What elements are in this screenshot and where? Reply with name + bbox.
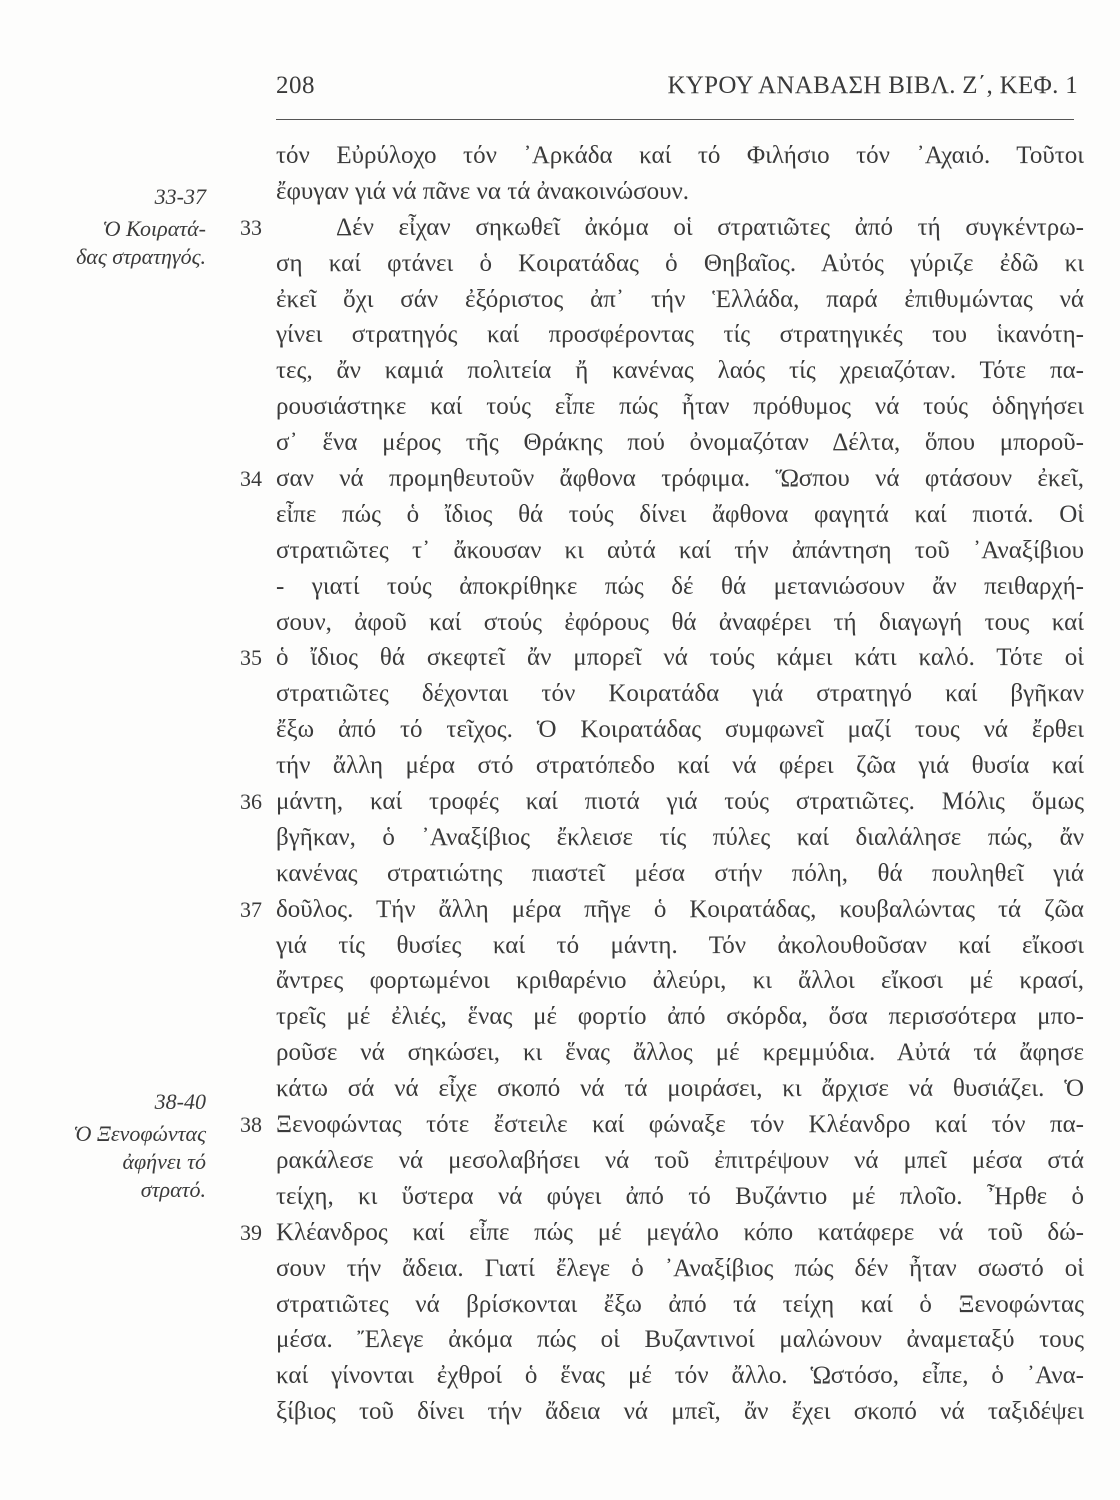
line-text: ρουσιάστηκε καί τούς εἶπε πώς ἦταν πρόθυμος νά τούς ὁδηγήσει (276, 393, 1084, 421)
text-line (276, 1071, 1084, 1107)
line-text: καί γίνονται ἐχθροί ὁ ἕνας μέ τόν ἄλλο. Ὡστόσο, εἶπε, ὁ ᾿Ανα- (276, 1362, 1084, 1390)
text-line (276, 1287, 1084, 1323)
running-title: ΚΥΡΟΥ ΑΝΑΒΑΣΗ ΒΙΒΛ. Ζ΄, ΚΕΦ. 1 (667, 72, 1078, 99)
line-text: σουν τήν ἄδεια. Γιατί ἔλεγε ὁ ᾿Αναξίβιος πώς δέν ἦταν σωστό οἱ (276, 1254, 1084, 1282)
text-line (276, 1143, 1084, 1179)
line-section-number: 36 (240, 789, 262, 815)
line-text: γιά τίς θυσίες καί τό μάντη. Τόν ἀκολουθοῦσαν καί εἴκοσι (276, 931, 1084, 959)
text-line (276, 748, 1084, 784)
text-line (276, 389, 1084, 425)
text-line (276, 712, 1084, 748)
text-line (276, 497, 1084, 533)
text-line (240, 1215, 1084, 1251)
margin-note-caption-line: Ὁ Ξενοφώντας (73, 1121, 206, 1146)
text-line (276, 928, 1084, 964)
line-text: ἐκεῖ ὄχι σάν ἐξόριστος ἀπ᾿ τήν Ἑλλάδα, παρά ἐπιθυμώντας νά (276, 285, 1084, 313)
line-text: ὁ ἴδιος θά σκεφτεῖ ἄν μπορεῖ νά τούς κάμει κάτι καλό. Τότε οἱ (276, 644, 1084, 672)
line-text: στρατιῶτες νά βρίσκονται ἔξω ἀπό τά τείχη καί ὁ Ξενοφώντας (276, 1290, 1084, 1318)
body-text (240, 138, 1084, 1430)
text-line (276, 820, 1084, 856)
line-text: στρατιῶτες τ᾿ ἄκουσαν κι αὐτά καί τήν ἀπάντηση τοῦ ᾿Αναξίβιου (276, 536, 1084, 564)
margin-note-caption-line: ἀφήνει τό (122, 1149, 206, 1174)
text-line (240, 784, 1084, 820)
margin-note-33-37 (76, 183, 206, 271)
line-text: ἄντρες φορτωμένοι κριθαρένιο ἀλεύρι, κι ἄλλοι εἴκοσι μέ κρασί, (276, 967, 1084, 995)
text-line (276, 1251, 1084, 1287)
text-line (276, 1394, 1084, 1430)
text-line (240, 640, 1084, 676)
line-text: τείχη, κι ὕστερα νά φύγει ἀπό τό Βυζάντιο μέ πλοῖο. Ἦρθε ὁ (276, 1182, 1084, 1210)
text-line (276, 246, 1084, 282)
line-text: Κλέανδρος καί εἶπε πώς μέ μεγάλο κόπο κατάφερε νά τοῦ δώ- (276, 1218, 1084, 1246)
text-line (276, 533, 1084, 569)
line-text: τόν Εὐρύλοχο τόν ᾿Αρκάδα καί τό Φιλήσιο τόν ᾿Αχαιό. Τοῦτοι (276, 142, 1084, 169)
margin-note-range: 33-37 (154, 184, 206, 209)
header-rule (276, 119, 1074, 120)
line-text: ξίβιος τοῦ δίνει τήν ἄδεια νά μπεῖ, ἄν ἔχει σκοπό νά ταξιδέψει (276, 1398, 1084, 1426)
line-text: ρακάλεσε νά μεσολαβήσει νά τοῦ ἐπιτρέψουν νά μπεῖ μέσα στά (276, 1146, 1084, 1174)
line-text: μέσα. Ἔλεγε ἀκόμα πώς οἱ Βυζαντινοί μαλώνουν ἀναμεταξύ τους (276, 1326, 1084, 1354)
text-line (276, 1035, 1084, 1071)
line-text: σ᾿ ἕνα μέρος τῆς Θράκης πού ὀνομαζόταν Δέλτα, ὅπου μποροῦ- (276, 429, 1084, 457)
line-text: γίνει στρατηγός καί προσφέροντας τίς στρατηγικές του ἱκανότη- (276, 321, 1084, 349)
line-section-number: 33 (240, 214, 262, 240)
margin-note-38-40 (73, 1088, 206, 1204)
line-section-number: 37 (240, 896, 262, 922)
line-text: τες, ἄν καμιά πολιτεία ἤ κανένας λαός τίς χρειαζόταν. Τότε πα- (276, 357, 1084, 385)
line-text: Δέν εἶχαν σηκωθεῖ ἀκόμα οἱ στρατιῶτες ἀπό τή συγκέντρω- (336, 213, 1084, 241)
text-line (276, 676, 1084, 712)
line-text: σουν, ἀφοῦ καί στούς ἐφόρους θά ἀναφέρει τή διαγωγή τους καί (276, 608, 1084, 636)
text-line (240, 1107, 1084, 1143)
line-text: τρεῖς μέ ἐλιές, ἕνας μέ φορτίο ἀπό σκόρδα, ὅσα περισσότερα μπο- (276, 1003, 1084, 1031)
margin-note-range: 38-40 (154, 1089, 206, 1114)
text-line (276, 963, 1084, 999)
text-line (276, 425, 1084, 461)
text-line (276, 1179, 1084, 1215)
line-text: ἔφυγαν γιά νά πᾶνε να τά ἀνακοινώσουν. (276, 177, 690, 205)
line-text: - γιατί τούς ἀποκρίθηκε πώς δέ θά μετανιώσουν ἄν πειθαρχή- (276, 572, 1084, 600)
text-line (276, 1322, 1084, 1358)
line-text: μάντη, καί τροφές καί πιοτά γιά τούς στρατιῶτες. Μόλις ὅμως (276, 788, 1084, 816)
text-line (240, 892, 1084, 928)
page-number: 208 (276, 72, 315, 99)
line-text: εἶπε πώς ὁ ἴδιος θά τούς δίνει ἄφθονα φαγητά καί πιοτά. Οἱ (276, 500, 1084, 528)
text-line (276, 138, 1084, 174)
line-text: ροῦσε νά σηκώσει, κι ἕνας ἄλλος μέ κρεμμύδια. Αὐτά τά ἄφησε (276, 1039, 1084, 1067)
text-line (276, 174, 1084, 210)
text-line (276, 353, 1084, 389)
line-text: ση καί φτάνει ὁ Κοιρατάδας ὁ Θηβαῖος. Αὐτός γύριζε ἐδῶ κι (276, 249, 1084, 277)
line-text: δοῦλος. Τήν ἄλλη μέρα πῆγε ὁ Κοιρατάδας, κουβαλώντας τά ζῶα (276, 895, 1084, 923)
line-section-number: 34 (240, 466, 262, 492)
line-text: σαν νά προμηθευτοῦν ἄφθονα τρόφιμα. Ὥσπου νά φτάσουν ἐκεῖ, (276, 465, 1084, 493)
margin-note-caption-line: στρατό. (140, 1177, 206, 1202)
text-line (240, 210, 1084, 246)
text-line (276, 999, 1084, 1035)
text-line (276, 569, 1084, 605)
line-text: κανένας στρατιώτης πιαστεῖ μέσα στήν πόλη, θά πουληθεῖ γιά (276, 859, 1084, 887)
line-section-number: 38 (240, 1112, 262, 1138)
line-section-number: 35 (240, 645, 262, 671)
text-line (276, 317, 1084, 353)
margin-note-caption-line: Ὁ Κοιρατά- (102, 216, 206, 241)
line-text: τήν ἄλλη μέρα στό στρατόπεδο καί νά φέρει ζῶα γιά θυσία καί (276, 752, 1084, 780)
line-text: ἔξω ἀπό τό τεῖχος. Ὁ Κοιρατάδας συμφωνεῖ μαζί τους νά ἔρθει (276, 716, 1084, 744)
line-text: στρατιῶτες δέχονται τόν Κοιρατάδα γιά στρατηγό καί βγῆκαν (276, 680, 1084, 708)
line-section-number: 39 (240, 1219, 262, 1245)
text-line (276, 605, 1084, 641)
text-line (276, 856, 1084, 892)
text-line (276, 1358, 1084, 1394)
text-line (240, 461, 1084, 497)
text-line (276, 282, 1084, 318)
page-header (276, 72, 1078, 112)
line-text: Ξενοφώντας τότε ἔστειλε καί φώναξε τόν Κλέανδρο καί τόν πα- (276, 1111, 1084, 1139)
margin-note-caption-line: δας στρατηγός. (76, 244, 206, 269)
line-text: βγῆκαν, ὁ ᾿Αναξίβιος ἔκλεισε τίς πύλες καί διαλάλησε πώς, ἄν (276, 823, 1084, 851)
line-text: κάτω σά νά εἶχε σκοπό νά τά μοιράσει, κι ἄρχισε νά θυσιάζει. Ὁ (276, 1075, 1084, 1103)
